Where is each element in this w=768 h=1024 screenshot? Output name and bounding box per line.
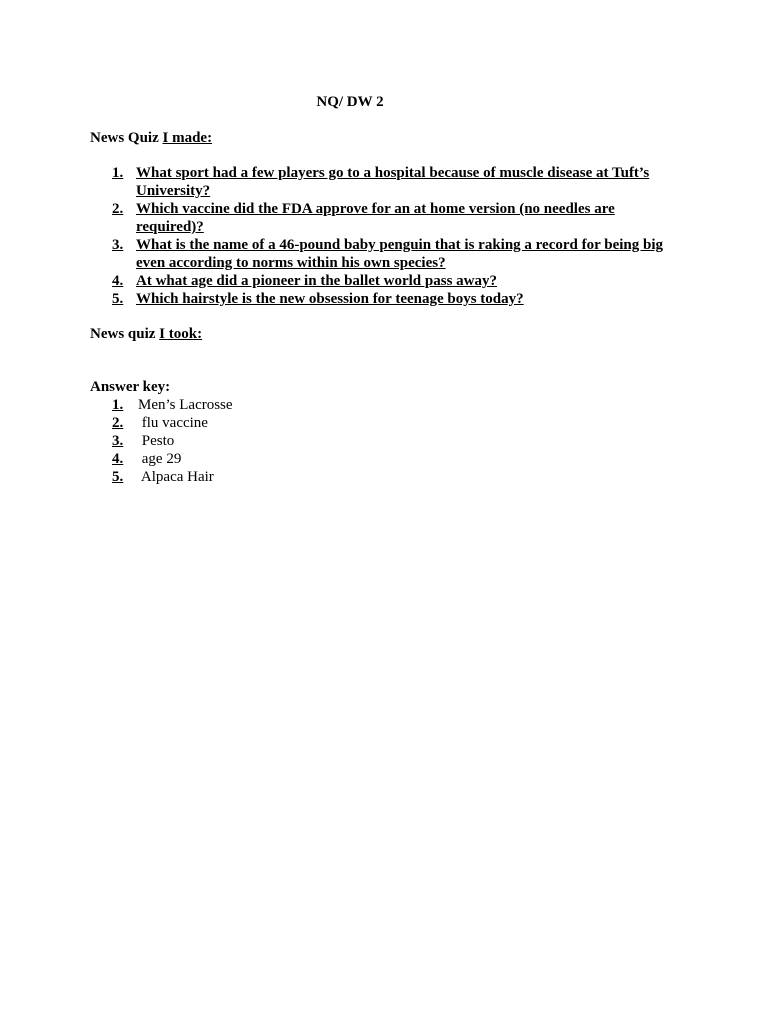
answer-key-list xyxy=(112,396,412,486)
question-text: Which vaccine did the FDA approve for an at home version (no needles are required)? xyxy=(136,201,615,235)
question-number: 5. xyxy=(112,291,124,307)
answer-item xyxy=(112,396,412,414)
quiz-made-heading-prefix: News Quiz xyxy=(90,130,163,146)
answer-number: 5. xyxy=(112,469,124,485)
quiz-question xyxy=(112,290,672,308)
quiz-took-heading-underlined: I took: xyxy=(159,326,203,342)
answer-key-heading: Answer key: xyxy=(90,379,171,395)
answer-text: Men’s Lacrosse xyxy=(138,397,233,413)
answer-item xyxy=(112,414,412,432)
question-text: At what age did a pioneer in the ballet world pass away? xyxy=(136,273,497,289)
answer-number: 1. xyxy=(112,397,124,413)
question-number: 3. xyxy=(112,237,124,253)
answer-text: flu vaccine xyxy=(138,415,208,431)
answer-text: age 29 xyxy=(138,451,182,467)
quiz-question xyxy=(112,164,672,200)
question-number: 2. xyxy=(112,201,124,217)
question-text: Which hairstyle is the new obsession for teenage boys today? xyxy=(136,291,524,307)
answer-item xyxy=(112,450,412,468)
question-number: 4. xyxy=(112,273,124,289)
quiz-made-heading xyxy=(90,129,212,147)
answer-item xyxy=(112,468,412,486)
quiz-question-list xyxy=(112,164,672,308)
quiz-question xyxy=(112,272,672,290)
answer-number: 3. xyxy=(112,433,124,449)
answer-text: Pesto xyxy=(138,433,175,449)
question-number: 1. xyxy=(112,165,124,181)
quiz-question xyxy=(112,236,672,272)
quiz-question xyxy=(112,200,672,236)
answer-text: Alpaca Hair xyxy=(138,469,214,485)
quiz-made-heading-underlined: I made: xyxy=(162,130,213,146)
answer-number: 2. xyxy=(112,415,124,431)
quiz-took-heading-prefix: News quiz xyxy=(90,326,160,342)
quiz-took-heading xyxy=(90,325,202,343)
answer-number: 4. xyxy=(112,451,124,467)
question-text: What is the name of a 46-pound baby penguin that is raking a record for being big even according to norms within his own species? xyxy=(136,237,664,271)
answer-item xyxy=(112,432,412,450)
document-title: NQ/ DW 2 xyxy=(316,94,384,110)
question-text: What sport had a few players go to a hospital because of muscle disease at Tuft’s University? xyxy=(136,165,650,199)
